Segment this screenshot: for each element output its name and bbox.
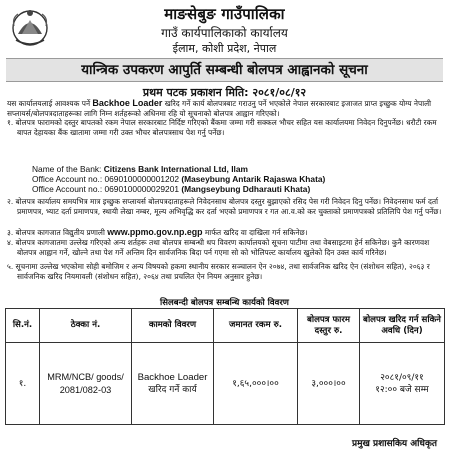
cell-contract-no: MRM/NCB/ goods/ 2081/082-03 (40, 343, 132, 425)
clause-2-text: २. बोलपत्र कार्यालय समयभित्र मात्र इच्छुक सप्लायर्स बोलपत्रदाताहरूले निवेदनसाथ बोलपत्र दस्तुर बुझाएको रसिद पेस गरी निवेदन दिनु पर्नेछ। निवेदनसाथ फर्म दर्ता प्रमाणपत्र, भ्याट दर्ता प्रमाणपत्र, स्थायी लेखा नम्बर, मूल्य अभिवृद्धि कर दर्ता भएको प्रमाणपत्र र गत आ.व.को कर चुक्ताको प्रमाणपत्रको प्रतिलिपि पेश गर्नु पर्नेछ। (7, 197, 442, 216)
header-serial: सि.नं. (6, 309, 40, 343)
publication-date (0, 85, 449, 100)
cell-deadline (360, 343, 445, 425)
clause-2 (7, 197, 443, 216)
egp-url-link[interactable]: www.ppmo.gov.np.egp (107, 227, 203, 237)
notice-paragraph-intro (7, 99, 443, 137)
account-1-label: Office Account no.: (32, 174, 103, 184)
clause-3-before: ३. बोलपत्र कागजात विद्युतीय प्रणाली (7, 228, 108, 237)
cell-description-item: Backhoe Loader (137, 371, 208, 383)
header-deadline: बोलपत्र खरिद गर्न सकिने अवधि (दिन) (360, 309, 445, 343)
cell-deadline-date: २०८१/०९/११ (380, 372, 424, 383)
publication-date-value: २०८१/०८/१२ (252, 86, 307, 99)
account-line-1 (32, 174, 437, 184)
clause-3-after: मार्फत खरिद वा दाखिला गर्न सकिनेछ। (202, 228, 308, 237)
clause-4-text: ४. बोलपत्र कागजातमा उल्लेख गरिएको अन्य शर्तहरू तथा बोलपत्र सम्बन्धी थप विवरण कार्यालयको सूचना पाटीमा तथा वेबसाइटमा हेर्न सकिनेछ। कुनै कारणवश बोलपत्र आह्वान गर्ने, खोल्ने तथा पेश गर्ने अन्तिम दिन सार्वजनिक बिदा पर्न गएमा सो को भोलिपल्ट कार्यालय खुलेको दिन उक्त कार्य गरिनेछ। (7, 238, 430, 257)
cell-serial: १. (6, 343, 40, 425)
intro-item: Backhoe Loader (92, 98, 163, 108)
clause-1: १. बोलपत्र फारामको दस्तुर बापतको रकम नेपाल सरकारबाट निर्दिष्ट गरिएको बैंकमा जम्मा गरी सक्कल भौचर सहित यस कार्यालयमा निवेदन दिनुपर्नेछ। धरौटी रकम बापत देहायका बैंक खातामा जम्मा गरी उक्त भौचर बोलपत्रसाथ पेश गर्नु पर्नेछ। (7, 118, 437, 137)
cell-description-rest: खरिद गर्ने कार्य (148, 384, 197, 395)
bank-name-value: Citizens Bank International Ltd, Ilam (103, 164, 248, 174)
account-1-number: 0690100000001202 (104, 174, 180, 184)
clause-3 (7, 228, 443, 238)
municipality-name: माङसेबुङ गाउँपालिका (164, 5, 285, 23)
clause-5 (7, 262, 443, 281)
intro-text-after: खरिद गर्ने कार्य बोलपत्रबाट गराउनु पर्ने भएकोले नेपाल सरकारबाट इजाजत प्राप्त इच्छुक योग्य नेपाली सप्लायर्स/बोलपत्रदाताहरूका लागि निम्न शर्तहरूको अधिनमा रहि यो सूचनाको बोलपत्र आह्वान गरिएको। (7, 99, 432, 118)
account-line-2 (32, 184, 437, 194)
account-2-number: 0690100000029201 (104, 184, 180, 194)
cell-deadline-time: १२:०० बजे सम्म (375, 384, 429, 395)
cell-security-amount: १,६५,०००।०० (214, 343, 298, 425)
office-address: ईलाम, कोशी प्रदेश, नेपाल (172, 42, 277, 55)
table-title: सिलबन्दी बोलपत्र सम्बन्धि कार्यको विवरण (160, 298, 289, 308)
bank-name-label: Name of the Bank: (32, 164, 102, 174)
notice-title: यान्त्रिक उपकरण आपुर्ति सम्बन्धी बोलपत्र आह्वानको सूचना (6, 58, 443, 82)
account-2-name: (Mangseybung Ddharauti Khata) (181, 184, 311, 194)
office-name: गाउँ कार्यपालिकाको कार्यालय (161, 26, 288, 40)
header-contract-no: ठेक्का नं. (40, 309, 132, 343)
table-row (6, 343, 445, 425)
header-description: कामको विवरण (132, 309, 214, 343)
publication-date-label: प्रथम पटक प्रकाशन मिति: (142, 86, 249, 99)
account-2-label: Office Account no.: (32, 184, 103, 194)
intro-text-before: यस कार्यालयलाई आवश्यक पर्ने (7, 99, 93, 108)
cell-description (132, 343, 214, 425)
table-header-row (6, 309, 445, 343)
account-1-name: (Maseybung Antarik Rajaswa Khata) (181, 174, 326, 184)
header-security-amount: जमानत रकम रु. (214, 309, 298, 343)
bank-name-line (32, 164, 437, 174)
header-form-fee: बोलपत्र फारम दस्तुर रु. (298, 309, 360, 343)
clause-5-text: ५. सूचनामा उल्लेख भएकोमा सोही बमोजिम र अन्य विषयको हकमा स्थानीय सरकार सञ्चालन ऐन २०७४, तथा सार्वजनिक खरिद ऐन (संशोधन सहित), २०६३ र सार्वजनिक खरिद नियमावली (संशोधन सहित), २०६४ तथा प्रचलित ऐन नियम अनुसार हुनेछ। (7, 262, 430, 281)
bid-details-table (5, 308, 445, 425)
clause-4 (7, 238, 443, 257)
cell-form-fee: ३,०००।०० (298, 343, 360, 425)
signatory-title: प्रमुख प्रशासकिय अधिकृत (351, 439, 437, 449)
